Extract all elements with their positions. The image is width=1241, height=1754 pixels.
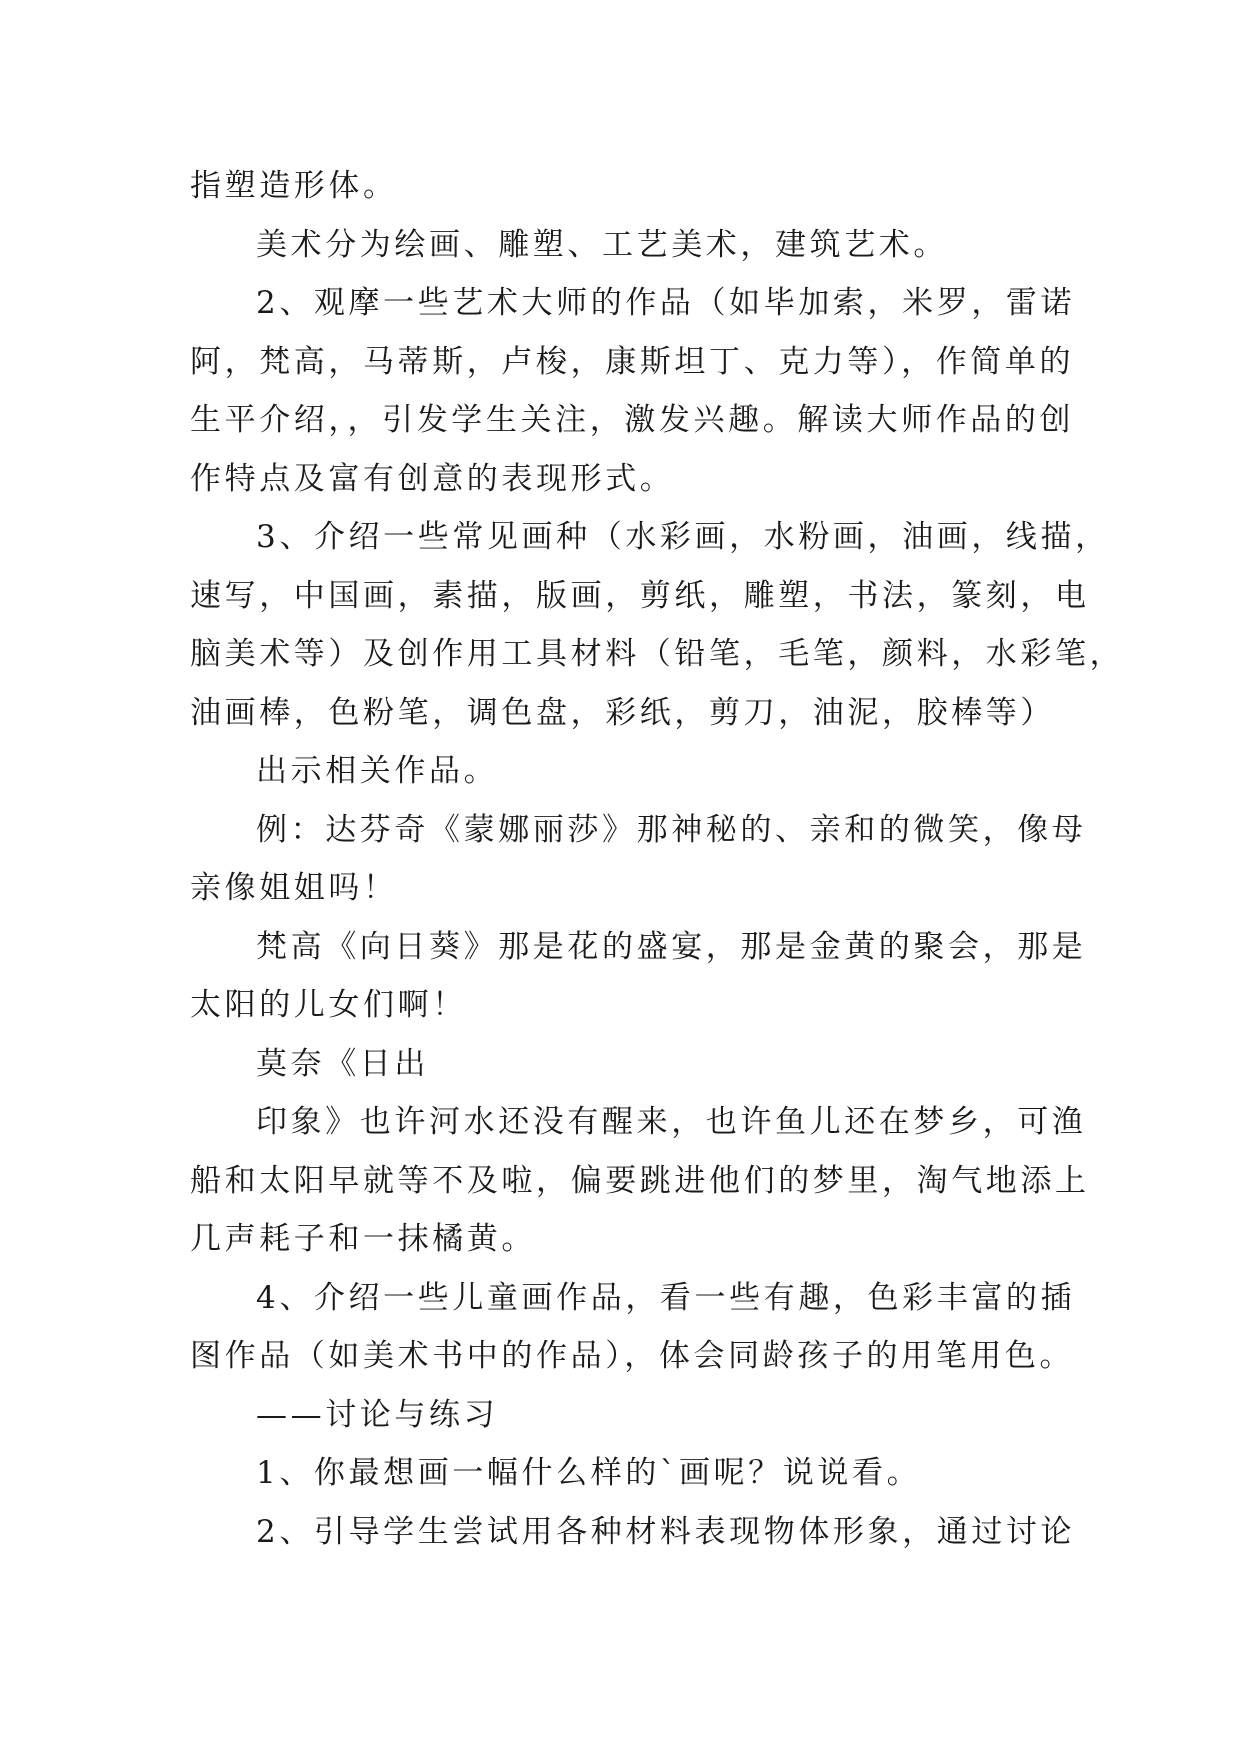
text-line <box>190 450 1070 509</box>
text-line <box>190 801 1087 860</box>
text-line-content: 莫奈《日出 <box>256 1045 429 1082</box>
text-line <box>190 1210 1070 1269</box>
text-line-content: 印象》也许河水还没有醒来，也许鱼儿还在梦乡，可渔 <box>256 1104 1087 1140</box>
text-line <box>190 157 1070 216</box>
text-line <box>190 625 1125 684</box>
text-line <box>190 508 1110 567</box>
text-line-content: 3、介绍一些常见画种（水彩画，水粉画，油画，线描， <box>256 519 1110 555</box>
text-line <box>190 1152 1090 1211</box>
text-line <box>190 976 1070 1035</box>
text-line-content: 作特点及富有创意的表现形式。 <box>190 460 675 497</box>
text-line-content: 图作品（如美术书中的作品），体会同龄孩子的用笔用色。 <box>190 1338 1075 1374</box>
text-line <box>190 859 1070 918</box>
text-line-content: 阿，梵高，马蒂斯，卢梭，康斯坦丁、克力等），作简单的 <box>190 343 1075 380</box>
text-line <box>190 1327 1075 1386</box>
text-line-content: 2、引导学生尝试用各种材料表现物体形象，通过讨论 <box>256 1513 1076 1550</box>
text-line-content: 几声耗子和一抹橘黄。 <box>190 1221 536 1257</box>
text-line-content: 亲像姐姐吗！ <box>190 870 398 906</box>
text-line <box>190 1093 1087 1152</box>
text-line-content: 船和太阳早就等不及啦，偏要跳进他们的梦里，淘气地添上 <box>190 1162 1090 1199</box>
text-line-content: 油画棒，色粉笔，调色盘，彩纸，剪刀，油泥，胶棒等） <box>190 694 1055 731</box>
text-line-content: 美术分为绘画、雕塑、工艺美术，建筑艺术。 <box>256 226 948 263</box>
text-line-content: 生平介绍，，引发学生关注，激发兴趣。解读大师作品的创 <box>190 402 1075 438</box>
text-line-content: 梵高《向日葵》那是花的盛宴，那是金黄的聚会，那是 <box>256 928 1087 965</box>
text-line-content: 4、介绍一些儿童画作品，看一些有趣，色彩丰富的插 <box>256 1279 1076 1316</box>
text-line-content: 1、你最想画一幅什么样的`画呢？说说看。 <box>256 1455 922 1491</box>
text-line <box>190 1503 1076 1562</box>
text-line-content: 速写，中国画，素描，版画，剪纸，雕塑，书法，篆刻，电 <box>190 577 1090 614</box>
text-line <box>190 918 1087 977</box>
text-line <box>190 333 1075 392</box>
text-line-content: 2、观摩一些艺术大师的作品（如毕加索，米罗，雷诺 <box>256 285 1076 321</box>
text-line <box>190 391 1075 450</box>
text-line <box>190 1269 1076 1328</box>
text-line <box>190 742 1070 801</box>
text-line <box>190 274 1076 333</box>
document-body <box>190 157 1125 1561</box>
text-line-content: 指塑造形体。 <box>190 168 398 204</box>
text-line <box>190 216 1070 275</box>
text-line <box>190 1386 1070 1445</box>
text-line-content: 脑美术等）及创作用工具材料（铅笔，毛笔，颜料，水彩笔， <box>190 636 1125 672</box>
text-line-content: 例：达芬奇《蒙娜丽莎》那神秘的、亲和的微笑，像母 <box>256 811 1087 848</box>
text-line-content: ——讨论与练习 <box>256 1396 499 1433</box>
text-line-content: 太阳的儿女们啊！ <box>190 987 467 1023</box>
text-line <box>190 1444 1070 1503</box>
text-line <box>190 684 1070 743</box>
text-line <box>190 567 1090 626</box>
text-line-content: 出示相关作品。 <box>256 753 499 789</box>
text-line <box>190 1035 1070 1094</box>
